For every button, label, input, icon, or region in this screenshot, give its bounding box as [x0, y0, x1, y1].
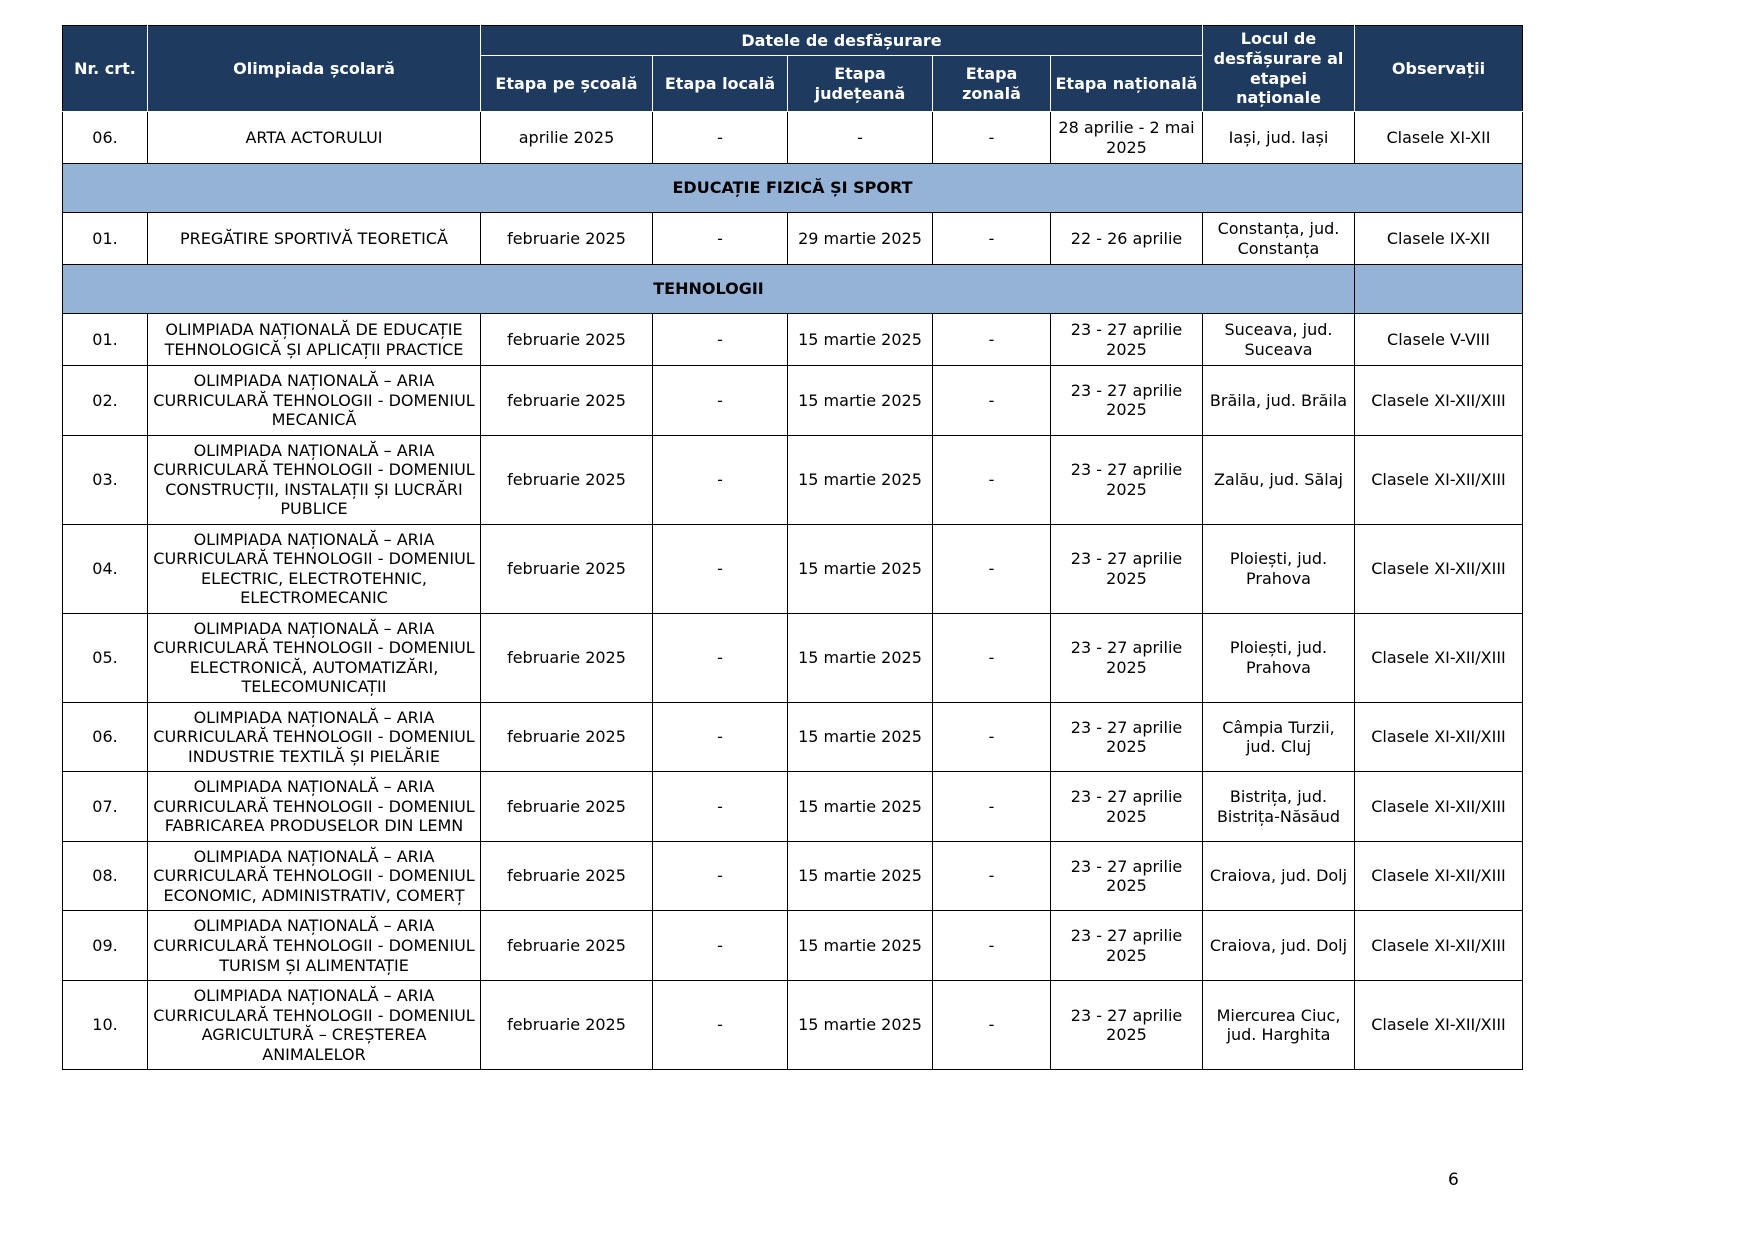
- section-row: [63, 164, 1523, 213]
- cell-locul: Ploiești, jud. Prahova: [1203, 613, 1355, 702]
- cell-etapa-zonala: -: [933, 841, 1051, 911]
- cell-etapa-zonala: -: [933, 112, 1051, 164]
- cell-etapa-locala: -: [653, 841, 788, 911]
- cell-observatii: Clasele XI-XII/XIII: [1355, 524, 1523, 613]
- col-header-datele-desfasurare: Datele de desfășurare: [481, 26, 1203, 56]
- cell-etapa-locala: -: [653, 981, 788, 1070]
- cell-olimpiada: OLIMPIADA NAȚIONALĂ DE EDUCAȚIE TEHNOLOGICĂ ȘI APLICAȚII PRACTICE: [148, 314, 481, 366]
- cell-nr: 06.: [63, 702, 148, 772]
- cell-etapa-scoala: februarie 2025: [481, 911, 653, 981]
- cell-observatii: Clasele XI-XII/XIII: [1355, 841, 1523, 911]
- table-row: [63, 435, 1523, 524]
- cell-nr: 02.: [63, 366, 148, 436]
- olympiad-schedule-table: [62, 25, 1523, 1070]
- cell-olimpiada: OLIMPIADA NAȚIONALĂ – ARIA CURRICULARĂ TEHNOLOGII - DOMENIUL ELECTRIC, ELECTROTEHNIC, ELECTROMECANIC: [148, 524, 481, 613]
- cell-nr: 09.: [63, 911, 148, 981]
- section-empty-cell: [1355, 265, 1523, 314]
- cell-olimpiada: OLIMPIADA NAȚIONALĂ – ARIA CURRICULARĂ TEHNOLOGII - DOMENIUL FABRICAREA PRODUSELOR DIN LEMN: [148, 772, 481, 842]
- cell-etapa-locala: -: [653, 435, 788, 524]
- cell-etapa-nationala: 23 - 27 aprilie 2025: [1051, 314, 1203, 366]
- cell-etapa-scoala: februarie 2025: [481, 435, 653, 524]
- cell-etapa-judeteana: 15 martie 2025: [788, 772, 933, 842]
- cell-etapa-zonala: -: [933, 366, 1051, 436]
- cell-etapa-judeteana: 15 martie 2025: [788, 435, 933, 524]
- cell-etapa-scoala: februarie 2025: [481, 613, 653, 702]
- cell-olimpiada: PREGĂTIRE SPORTIVĂ TEORETICĂ: [148, 213, 481, 265]
- cell-locul: Zalău, jud. Sălaj: [1203, 435, 1355, 524]
- cell-etapa-locala: -: [653, 314, 788, 366]
- cell-etapa-zonala: -: [933, 981, 1051, 1070]
- cell-locul: Constanța, jud. Constanța: [1203, 213, 1355, 265]
- cell-nr: 10.: [63, 981, 148, 1070]
- cell-etapa-zonala: -: [933, 314, 1051, 366]
- col-header-etapa-judeteana: Etapa județeană: [788, 56, 933, 112]
- cell-observatii: Clasele V-VIII: [1355, 314, 1523, 366]
- cell-nr: 01.: [63, 314, 148, 366]
- col-header-observatii: Observații: [1355, 26, 1523, 112]
- cell-nr: 01.: [63, 213, 148, 265]
- cell-etapa-zonala: -: [933, 772, 1051, 842]
- col-header-locul-desfasurare: Locul de desfășurare al etapei naționale: [1203, 26, 1355, 112]
- cell-etapa-judeteana: -: [788, 112, 933, 164]
- cell-olimpiada: OLIMPIADA NAȚIONALĂ – ARIA CURRICULARĂ TEHNOLOGII - DOMENIUL MECANICĂ: [148, 366, 481, 436]
- cell-etapa-judeteana: 15 martie 2025: [788, 613, 933, 702]
- cell-etapa-locala: -: [653, 213, 788, 265]
- table-row: [63, 772, 1523, 842]
- cell-locul: Craiova, jud. Dolj: [1203, 841, 1355, 911]
- cell-etapa-nationala: 23 - 27 aprilie 2025: [1051, 613, 1203, 702]
- cell-etapa-zonala: -: [933, 702, 1051, 772]
- table-row: [63, 524, 1523, 613]
- cell-nr: 03.: [63, 435, 148, 524]
- cell-etapa-judeteana: 15 martie 2025: [788, 981, 933, 1070]
- table-row: [63, 366, 1523, 436]
- table-body: [63, 112, 1523, 1070]
- cell-etapa-judeteana: 15 martie 2025: [788, 841, 933, 911]
- cell-etapa-scoala: februarie 2025: [481, 366, 653, 436]
- section-title: EDUCAȚIE FIZICĂ ȘI SPORT: [63, 164, 1523, 213]
- cell-nr: 05.: [63, 613, 148, 702]
- cell-etapa-nationala: 23 - 27 aprilie 2025: [1051, 702, 1203, 772]
- cell-olimpiada: OLIMPIADA NAȚIONALĂ – ARIA CURRICULARĂ TEHNOLOGII - DOMENIUL ELECTRONICĂ, AUTOMATIZĂRI, TELECOMUNICAȚII: [148, 613, 481, 702]
- cell-etapa-zonala: -: [933, 911, 1051, 981]
- cell-etapa-nationala: 23 - 27 aprilie 2025: [1051, 981, 1203, 1070]
- table-row: [63, 314, 1523, 366]
- cell-etapa-nationala: 23 - 27 aprilie 2025: [1051, 772, 1203, 842]
- cell-nr: 06.: [63, 112, 148, 164]
- col-header-etapa-nationala: Etapa națională: [1051, 56, 1203, 112]
- col-header-nr-crt: Nr. crt.: [63, 26, 148, 112]
- cell-etapa-locala: -: [653, 772, 788, 842]
- cell-etapa-scoala: februarie 2025: [481, 702, 653, 772]
- table-row: [63, 841, 1523, 911]
- cell-etapa-judeteana: 15 martie 2025: [788, 314, 933, 366]
- cell-etapa-nationala: 23 - 27 aprilie 2025: [1051, 366, 1203, 436]
- cell-locul: Suceava, jud. Suceava: [1203, 314, 1355, 366]
- cell-observatii: Clasele XI-XII/XIII: [1355, 613, 1523, 702]
- cell-etapa-nationala: 23 - 27 aprilie 2025: [1051, 524, 1203, 613]
- section-title: TEHNOLOGII: [63, 265, 1355, 314]
- cell-observatii: Clasele XI-XII/XIII: [1355, 435, 1523, 524]
- table-row: [63, 613, 1523, 702]
- col-header-olimpiada-scolara: Olimpiada școlară: [148, 26, 481, 112]
- cell-observatii: Clasele XI-XII/XIII: [1355, 772, 1523, 842]
- cell-etapa-zonala: -: [933, 524, 1051, 613]
- cell-locul: Brăila, jud. Brăila: [1203, 366, 1355, 436]
- cell-locul: Câmpia Turzii, jud. Cluj: [1203, 702, 1355, 772]
- cell-locul: Ploiești, jud. Prahova: [1203, 524, 1355, 613]
- cell-observatii: Clasele XI-XII/XIII: [1355, 702, 1523, 772]
- cell-nr: 04.: [63, 524, 148, 613]
- cell-etapa-judeteana: 15 martie 2025: [788, 366, 933, 436]
- cell-nr: 07.: [63, 772, 148, 842]
- table-header: [63, 26, 1523, 112]
- cell-observatii: Clasele IX-XII: [1355, 213, 1523, 265]
- header-row-top: [63, 26, 1523, 56]
- cell-etapa-scoala: februarie 2025: [481, 981, 653, 1070]
- page-number: 6: [1448, 1170, 1459, 1190]
- table-row: [63, 702, 1523, 772]
- table-row: [63, 981, 1523, 1070]
- section-row: [63, 265, 1523, 314]
- cell-etapa-nationala: 22 - 26 aprilie: [1051, 213, 1203, 265]
- cell-olimpiada: OLIMPIADA NAȚIONALĂ – ARIA CURRICULARĂ TEHNOLOGII - DOMENIUL INDUSTRIE TEXTILĂ ȘI PIELĂRIE: [148, 702, 481, 772]
- cell-etapa-nationala: 23 - 27 aprilie 2025: [1051, 841, 1203, 911]
- cell-locul: Bistrița, jud. Bistrița-Năsăud: [1203, 772, 1355, 842]
- cell-etapa-locala: -: [653, 112, 788, 164]
- col-header-etapa-locala: Etapa locală: [653, 56, 788, 112]
- cell-etapa-scoala: aprilie 2025: [481, 112, 653, 164]
- cell-etapa-locala: -: [653, 366, 788, 436]
- table-row: [63, 112, 1523, 164]
- cell-etapa-judeteana: 15 martie 2025: [788, 524, 933, 613]
- cell-observatii: Clasele XI-XII/XIII: [1355, 366, 1523, 436]
- cell-etapa-nationala: 23 - 27 aprilie 2025: [1051, 435, 1203, 524]
- cell-olimpiada: ARTA ACTORULUI: [148, 112, 481, 164]
- cell-etapa-judeteana: 29 martie 2025: [788, 213, 933, 265]
- col-header-etapa-zonala: Etapa zonală: [933, 56, 1051, 112]
- cell-locul: Iași, jud. Iași: [1203, 112, 1355, 164]
- cell-observatii: Clasele XI-XII/XIII: [1355, 911, 1523, 981]
- cell-etapa-locala: -: [653, 524, 788, 613]
- cell-observatii: Clasele XI-XII/XIII: [1355, 981, 1523, 1070]
- cell-etapa-locala: -: [653, 702, 788, 772]
- cell-nr: 08.: [63, 841, 148, 911]
- cell-etapa-scoala: februarie 2025: [481, 772, 653, 842]
- cell-olimpiada: OLIMPIADA NAȚIONALĂ – ARIA CURRICULARĂ TEHNOLOGII - DOMENIUL AGRICULTURĂ – CREȘTEREA ANIMALELOR: [148, 981, 481, 1070]
- cell-etapa-nationala: 28 aprilie - 2 mai 2025: [1051, 112, 1203, 164]
- cell-etapa-judeteana: 15 martie 2025: [788, 911, 933, 981]
- cell-etapa-scoala: februarie 2025: [481, 524, 653, 613]
- table-row: [63, 911, 1523, 981]
- cell-etapa-nationala: 23 - 27 aprilie 2025: [1051, 911, 1203, 981]
- cell-locul: Miercurea Ciuc, jud. Harghita: [1203, 981, 1355, 1070]
- cell-etapa-scoala: februarie 2025: [481, 841, 653, 911]
- cell-locul: Craiova, jud. Dolj: [1203, 911, 1355, 981]
- cell-etapa-zonala: -: [933, 213, 1051, 265]
- cell-olimpiada: OLIMPIADA NAȚIONALĂ – ARIA CURRICULARĂ TEHNOLOGII - DOMENIUL CONSTRUCȚII, INSTALAȚII ȘI LUCRĂRI PUBLICE: [148, 435, 481, 524]
- cell-etapa-scoala: februarie 2025: [481, 213, 653, 265]
- cell-etapa-zonala: -: [933, 435, 1051, 524]
- cell-observatii: Clasele XI-XII: [1355, 112, 1523, 164]
- cell-etapa-scoala: februarie 2025: [481, 314, 653, 366]
- col-header-etapa-pe-scoala: Etapa pe școală: [481, 56, 653, 112]
- table-row: [63, 213, 1523, 265]
- cell-olimpiada: OLIMPIADA NAȚIONALĂ – ARIA CURRICULARĂ TEHNOLOGII - DOMENIUL ECONOMIC, ADMINISTRATIV, COMERȚ: [148, 841, 481, 911]
- cell-etapa-locala: -: [653, 911, 788, 981]
- cell-etapa-locala: -: [653, 613, 788, 702]
- cell-olimpiada: OLIMPIADA NAȚIONALĂ – ARIA CURRICULARĂ TEHNOLOGII - DOMENIUL TURISM ȘI ALIMENTAȚIE: [148, 911, 481, 981]
- cell-etapa-judeteana: 15 martie 2025: [788, 702, 933, 772]
- cell-etapa-zonala: -: [933, 613, 1051, 702]
